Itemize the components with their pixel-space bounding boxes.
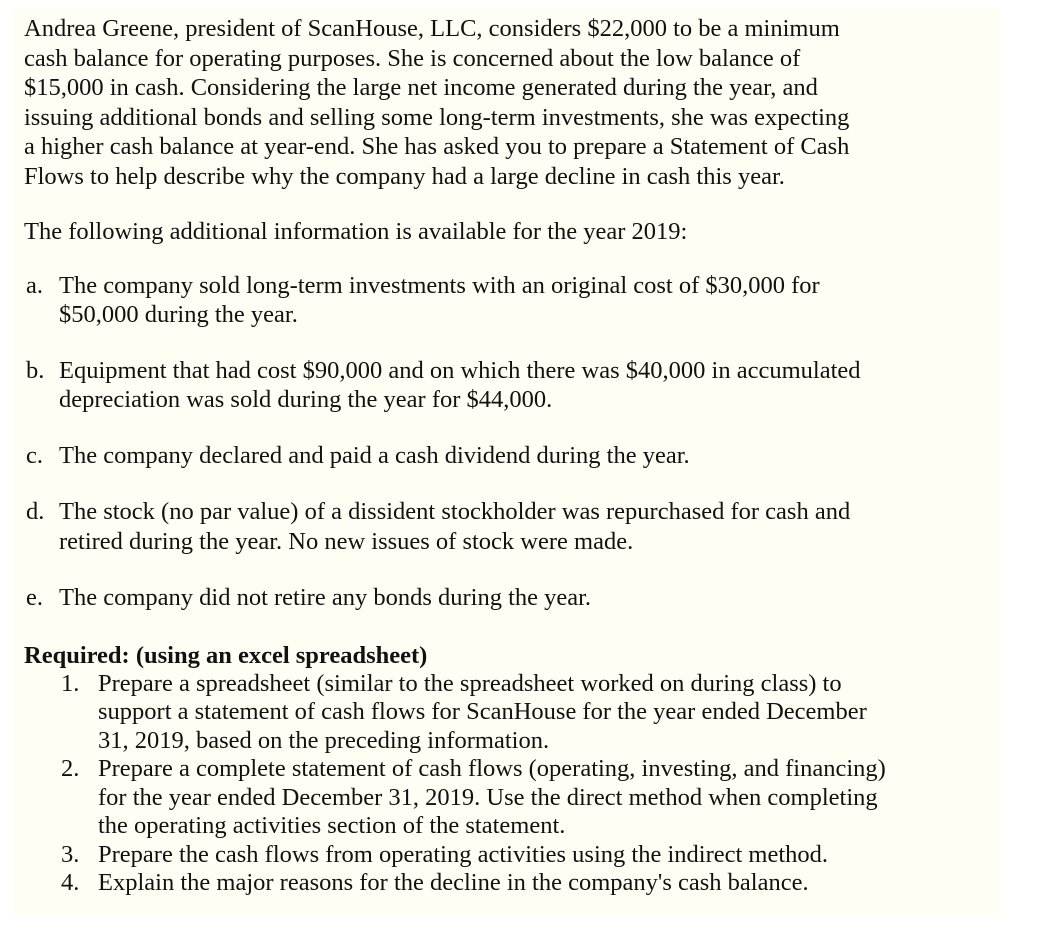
info-items-list <box>24 271 990 613</box>
requirement-line: the operating activities section of the statement. <box>98 812 566 839</box>
requirement-1 <box>24 670 990 756</box>
document-page <box>14 8 1000 918</box>
info-item-a <box>24 271 990 330</box>
item-line: $50,000 during the year. <box>59 301 298 328</box>
requirement-line: support a statement of cash flows for ScanHouse for the year ended December <box>98 698 867 725</box>
item-marker: a. <box>26 271 43 299</box>
requirement-line: Prepare the cash flows from operating activities using the indirect method. <box>98 840 829 868</box>
requirements-list <box>24 670 990 898</box>
item-marker: e. <box>26 584 43 611</box>
requirement-number: 4. <box>61 869 80 896</box>
item-line: The company declared and paid a cash dividend during the year. <box>59 441 690 469</box>
intro-paragraph <box>24 14 924 191</box>
item-marker: c. <box>26 441 43 469</box>
requirement-2 <box>24 755 990 841</box>
intro-line: cash balance for operating purposes. She is concerned about the low balance of <box>24 44 801 72</box>
requirement-3 <box>24 841 990 870</box>
requirement-number: 3. <box>61 840 80 868</box>
item-marker: b. <box>26 356 45 384</box>
requirement-line: 31, 2019, based on the preceding information. <box>98 726 550 754</box>
info-item-d <box>24 497 990 556</box>
intro-line: a higher cash balance at year-end. She has asked you to prepare a Statement of Cash <box>24 133 850 160</box>
required-heading: Required: (using an excel spreadsheet) <box>24 641 428 669</box>
intro-line: Andrea Greene, president of ScanHouse, LLC, considers $22,000 to be a minimum <box>24 15 840 42</box>
requirement-line: Prepare a complete statement of cash flows (operating, investing, and financing) <box>98 755 886 782</box>
item-line: retired during the year. No new issues of stock were made. <box>59 527 634 555</box>
requirement-line: Prepare a spreadsheet (similar to the spreadsheet worked on during class) to <box>98 669 842 697</box>
item-line: The company did not retire any bonds during the year. <box>59 584 592 611</box>
item-line: The stock (no par value) of a dissident stockholder was repurchased for cash and <box>59 498 851 525</box>
item-line: The company sold long-term investments with an original cost of $30,000 for <box>59 271 820 299</box>
intro-line: $15,000 in cash. Considering the large net income generated during the year, and <box>24 74 818 101</box>
intro-line: issuing additional bonds and selling some long-term investments, she was expecting <box>24 103 850 131</box>
info-item-e <box>24 583 990 613</box>
item-marker: d. <box>26 498 45 525</box>
requirement-line: for the year ended December 31, 2019. Use the direct method when completing <box>98 783 878 811</box>
requirement-number: 1. <box>61 669 80 697</box>
intro-line: Flows to help describe why the company had a large decline in cash this year. <box>24 162 785 190</box>
item-line: depreciation was sold during the year for $44,000. <box>59 386 553 413</box>
item-line: Equipment that had cost $90,000 and on which there was $40,000 in accumulated <box>59 356 861 384</box>
requirement-number: 2. <box>61 755 80 782</box>
info-item-b <box>24 356 990 415</box>
additional-info-heading: The following additional information is available for the year 2019: <box>24 218 688 245</box>
requirement-line: Explain the major reasons for the decline in the company's cash balance. <box>98 869 809 896</box>
info-item-c <box>24 441 990 471</box>
requirement-4 <box>24 869 990 898</box>
